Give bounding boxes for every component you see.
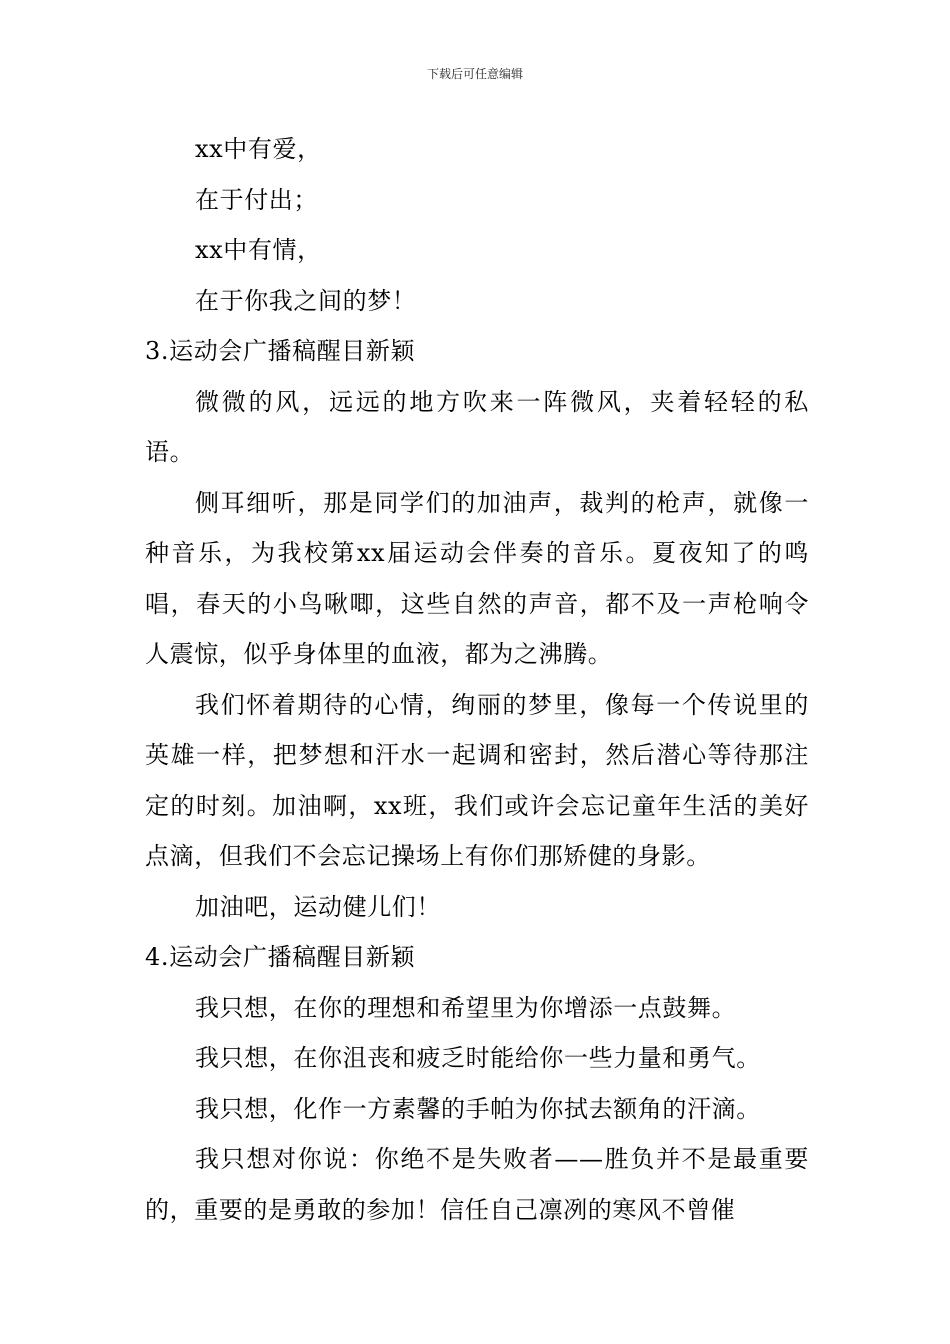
section-heading: 3.运动会广播稿醒目新颖 bbox=[145, 337, 416, 365]
document-body bbox=[145, 124, 809, 1235]
section-heading: 4.运动会广播稿醒目新颖 bbox=[145, 943, 416, 971]
poem-line: xx中有爱， bbox=[195, 135, 322, 163]
poem-line: 在于你我之间的梦！ bbox=[195, 286, 417, 315]
poem-line: 在于付出； bbox=[195, 185, 318, 214]
body-paragraph: 我们怀着期待的心情，绚丽的梦里，像每一个传说里的英雄一样，把梦想和汗水一起调和密封，然后潜心等待那注定的时刻。加油啊，xx班，我们或许会忘记童年生活的美好点滴，但我们不会忘记操场上有你们那矫健的身影。 bbox=[145, 690, 809, 870]
body-paragraph: 侧耳细听，那是同学们的加油声，裁判的枪声，就像一种音乐，为我校第xx届运动会伴奏的音乐。夏夜知了的鸣唱，春天的小鸟啾唧，这些自然的声音，都不及一声枪响令人震惊，似乎身体里的血液，都为之沸腾。 bbox=[145, 488, 809, 668]
page-header: 下载后可任意编辑 bbox=[426, 67, 523, 81]
body-paragraph: 我只想，在你的理想和希望里为你增添一点鼓舞。 bbox=[195, 993, 737, 1022]
poem-line: xx中有情， bbox=[195, 236, 322, 264]
body-paragraph: 加油吧，运动健儿们！ bbox=[195, 892, 441, 921]
body-paragraph: 我只想对你说：你绝不是失败者——胜负并不是最重要的，重要的是勇敢的参加！信任自己凛冽的寒风不曾催 bbox=[145, 1145, 809, 1224]
body-paragraph: 我只想，化作一方素馨的手帕为你拭去额角的汗滴。 bbox=[195, 1094, 761, 1123]
body-paragraph: 我只想，在你沮丧和疲乏时能给你一些力量和勇气。 bbox=[195, 1044, 761, 1072]
body-paragraph: 微微的风，远远的地方吹来一阵微风，夹着轻轻的私语。 bbox=[145, 387, 809, 466]
